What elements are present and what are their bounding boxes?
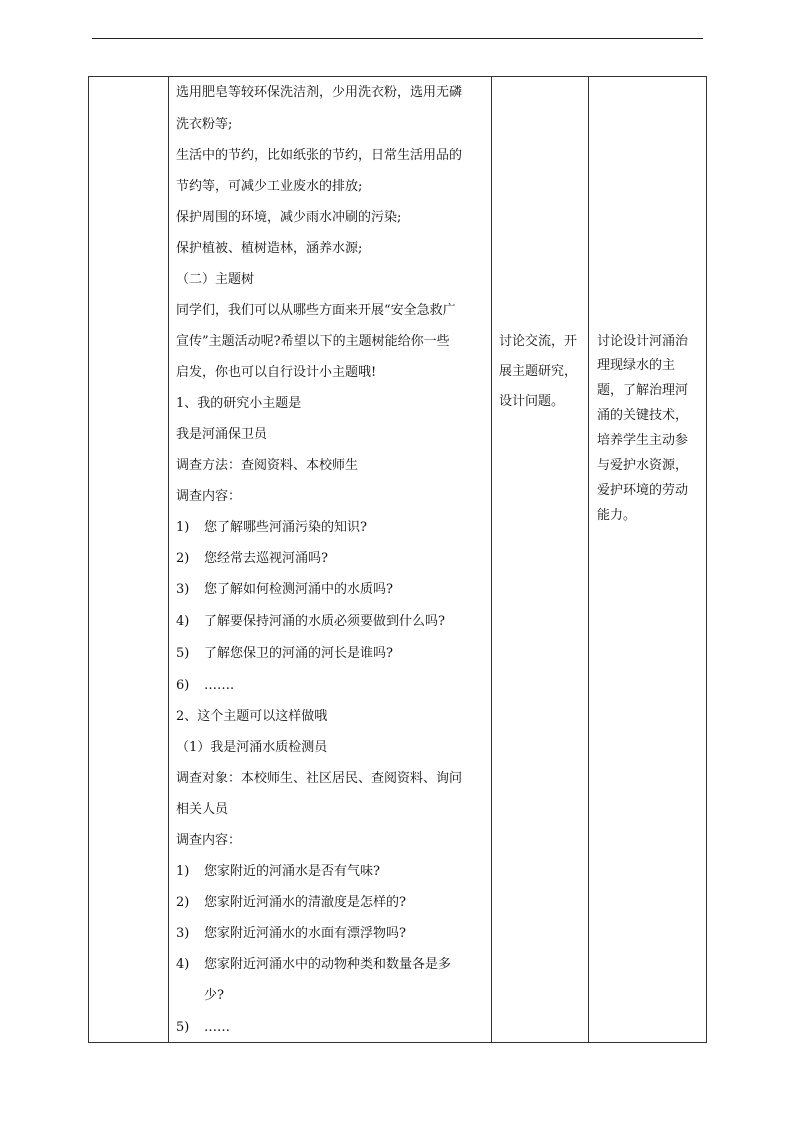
intent-line: 讨论设计河涌治 (597, 334, 689, 349)
section-heading: （1）我是河涌水质检测员 (176, 740, 328, 755)
activity-line: 展主题研究， (499, 364, 578, 379)
question-item (176, 678, 234, 694)
content-line: 宣传”主题活动呢?希望以下的主题树能给你一些 (176, 334, 450, 349)
question-item (176, 520, 367, 536)
question-text: 您了解如何检测河涌中的水质吗? (204, 582, 393, 597)
intent-line: 题，了解治理河 (597, 383, 689, 398)
question-item (176, 582, 393, 598)
activity-line: 讨论交流，开 (499, 334, 578, 349)
question-item (176, 895, 406, 911)
question-number: 4) (176, 957, 190, 972)
question-number: 1) (176, 520, 190, 535)
question-number: 5) (176, 646, 190, 661)
question-item (176, 988, 224, 1004)
question-number: 4) (176, 614, 190, 629)
content-line: 启发，你也可以自行设计小主题哦! (176, 365, 377, 380)
content-line: 2、这个主题可以这样做哦 (176, 709, 328, 724)
question-number: 5) (176, 1020, 190, 1035)
content-line: 同学们，我们可以从哪些方面来开展“安全急救广 (176, 303, 456, 318)
question-text: 了解您保卫的河涌的河长是谁吗? (204, 646, 393, 661)
question-number: 3) (176, 926, 190, 941)
question-text: …… (204, 1020, 230, 1035)
intent-line: 能力。 (597, 508, 637, 523)
question-item (176, 1020, 230, 1036)
question-item (176, 551, 328, 567)
question-number: 1) (176, 864, 190, 879)
activity-line: 设计问题。 (499, 394, 565, 409)
column-divider-2 (491, 77, 492, 1042)
content-line: 调查内容： (176, 833, 242, 848)
question-text: 了解要保持河涌的水质必须要做到什么吗? (204, 614, 445, 629)
content-line: 洗衣粉等; (176, 117, 233, 132)
question-item (176, 864, 380, 880)
content-line: 1、我的研究小主题是 (176, 396, 302, 411)
question-text: 少? (204, 988, 224, 1003)
question-text: 您家附近河涌水的水面有漂浮物吗? (204, 926, 406, 941)
header-rule (92, 38, 703, 39)
content-line: 选用肥皂等较环保洗洁剂，少用洗衣粉，选用无磷 (176, 85, 463, 100)
content-line: 节约等，可减少工业废水的排放; (176, 179, 363, 194)
lesson-table (88, 76, 707, 1043)
content-line: 调查方法：查阅资料、本校师生 (176, 458, 359, 473)
intent-line: 理现绿水的主 (597, 358, 676, 373)
content-line: 生活中的节约，比如纸张的节约，日常生活用品的 (176, 148, 463, 163)
question-item (176, 957, 451, 973)
question-number: 2) (176, 551, 190, 566)
column-divider-3 (588, 77, 589, 1042)
content-line: 我是河涌保卫员 (176, 427, 268, 442)
intent-line: 涌的关键技术， (597, 408, 689, 423)
question-number: 6) (176, 678, 190, 693)
section-heading: （二）主题树 (176, 272, 255, 287)
question-number: 3) (176, 582, 190, 597)
question-item (176, 614, 445, 630)
content-line: 保护周围的环境，减少雨水冲刷的污染; (176, 210, 402, 225)
question-number: 2) (176, 895, 190, 910)
content-line: 调查对象：本校师生、社区居民、查阅资料、询问 (176, 771, 463, 786)
question-text: 您家附近河涌水的清澈度是怎样的? (204, 895, 406, 910)
question-text: 您家附近的河涌水是否有气味? (204, 864, 380, 879)
content-line: 保护植被、植树造林，涵养水源; (176, 241, 363, 256)
question-text: 您经常去巡视河涌吗? (204, 551, 328, 566)
content-line: 调查内容： (176, 489, 242, 504)
question-text: 您了解哪些河涌污染的知识? (204, 520, 367, 535)
intent-line: 与爱护水资源， (597, 458, 689, 473)
column-divider-1 (168, 77, 169, 1042)
question-item (176, 926, 406, 942)
content-line: 相关人员 (176, 802, 229, 817)
intent-line: 培养学生主动参 (597, 433, 689, 448)
question-text: 您家附近河涌水中的动物种类和数量各是多 (204, 957, 452, 972)
question-text: ……. (204, 678, 235, 693)
intent-line: 爱护环境的劳动 (597, 483, 689, 498)
question-item (176, 646, 393, 662)
